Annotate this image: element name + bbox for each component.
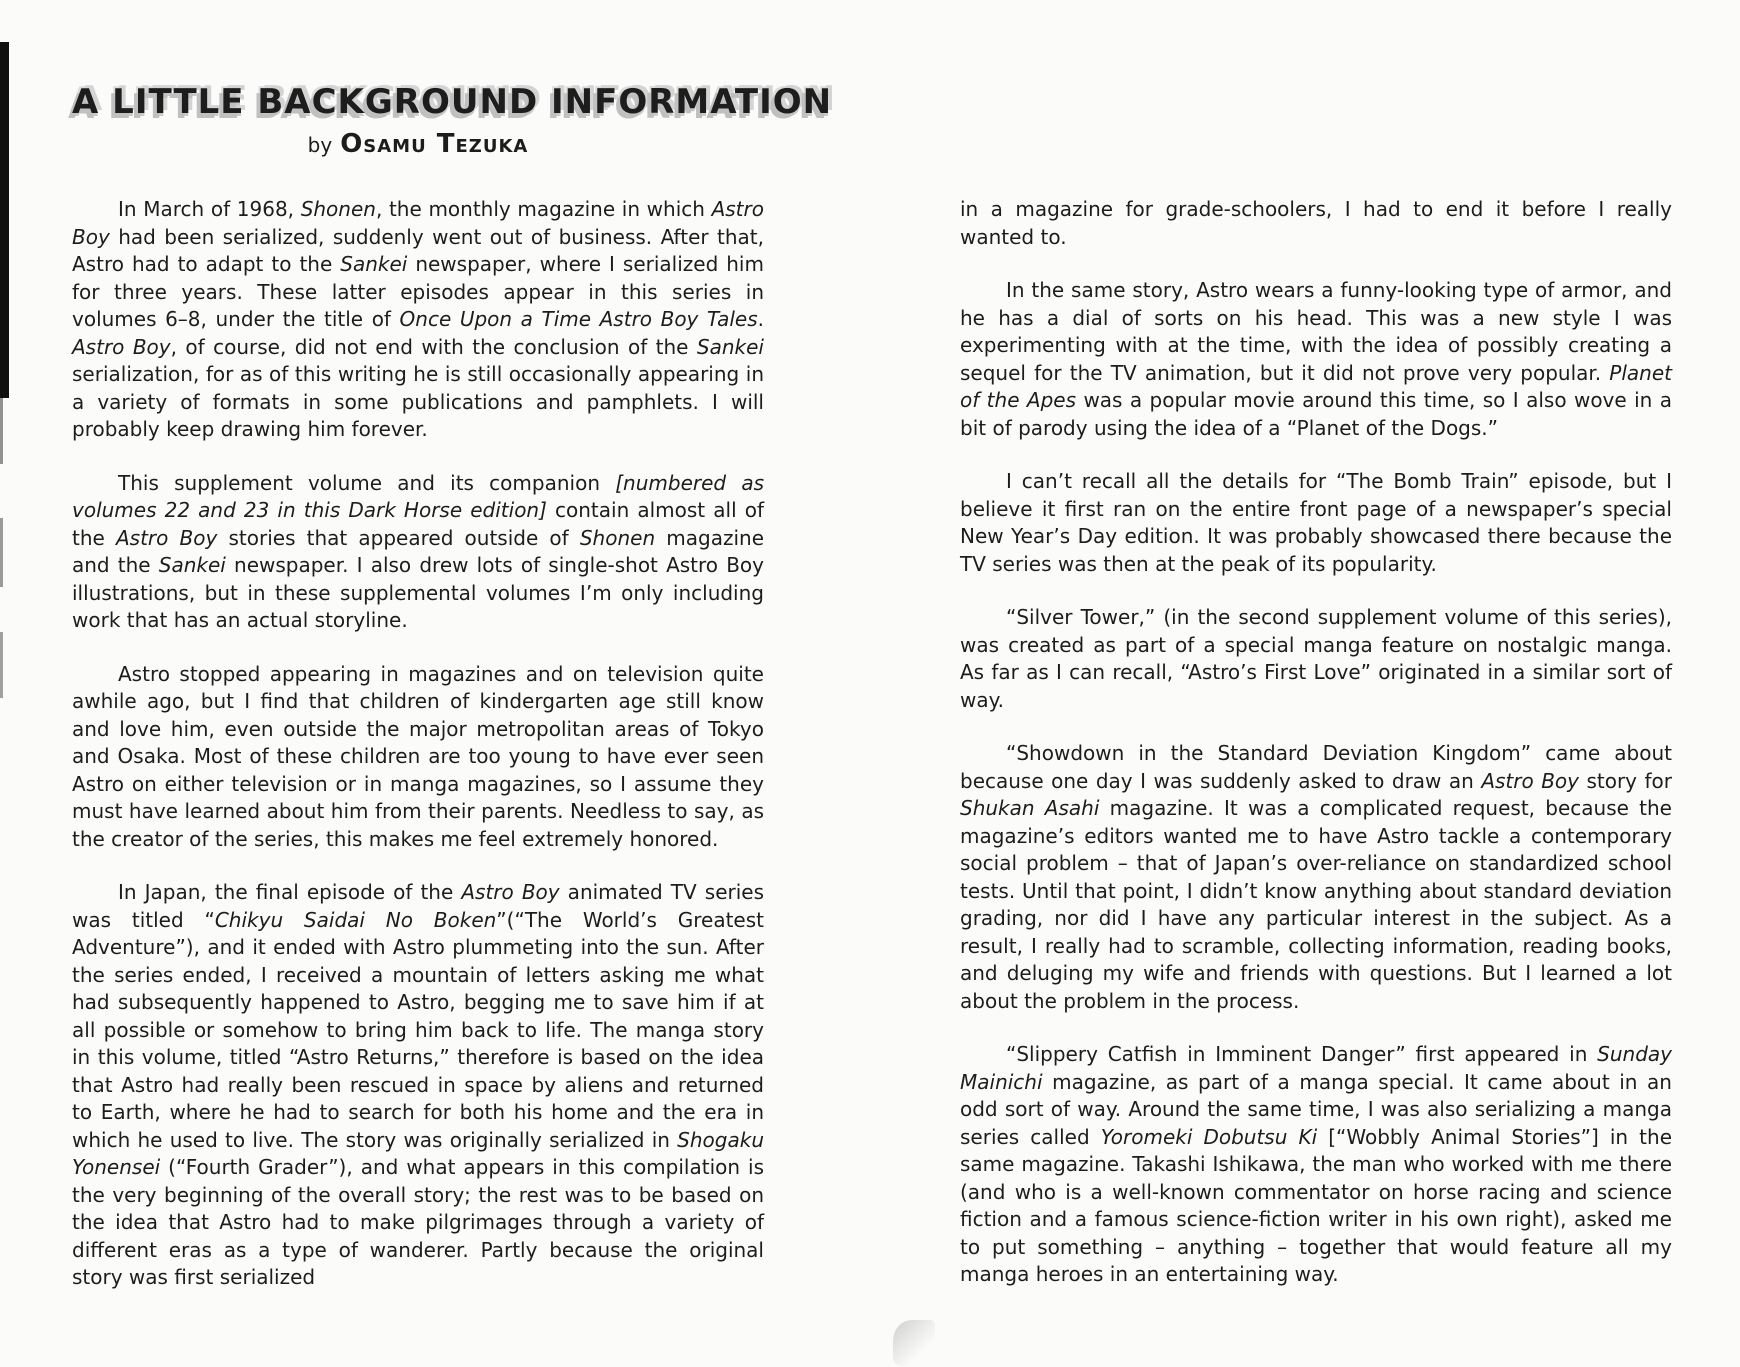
byline-prefix: by xyxy=(307,133,333,158)
paragraph xyxy=(72,879,764,1292)
italic-text-run: Astro Boy xyxy=(72,197,764,249)
italic-text-run: Sunday Mainichi xyxy=(960,1042,1672,1094)
text-run: had been serialized, suddenly went out of business. After that, Astro had to adapt to the xyxy=(72,224,764,276)
byline xyxy=(72,129,764,159)
scan-smudge xyxy=(893,1320,935,1366)
text-run: “Slippery Catfish in Imminent Danger” first appeared in xyxy=(1006,1042,1598,1066)
paragraph xyxy=(960,196,1672,251)
article-title: A LITTLE BACKGROUND INFORMATION xyxy=(72,82,833,122)
text-run: , of course, did not end with the conclusion of the xyxy=(170,334,697,359)
italic-text-run: Chikyu Saidai No Boken xyxy=(214,907,497,932)
scan-edge-artifact-tail xyxy=(0,398,3,698)
italic-text-run: Astro Boy xyxy=(1481,768,1579,793)
text-run: newspaper, where I serialized him for three years. These latter episodes appear in this series in volumes 6–8, under the title of xyxy=(72,252,764,331)
paragraph xyxy=(72,470,764,635)
text-run: was a popular movie around this time, so I also wove in a bit of parody using the idea of a “Planet of the Dogs.” xyxy=(960,388,1673,440)
italic-text-run: [numbered as volumes 22 and 23 in this Dark Horse edition] xyxy=(72,470,764,522)
text-run: in a magazine for grade-schoolers, I had to end it before I really wanted to. xyxy=(960,197,1672,249)
text-run: “Silver Tower,” (in the second supplement volume of this series), was created as part of a special manga feature on nostalgic manga. As far as I can recall, “Astro’s First Love” originated in a similar sort of way. xyxy=(960,605,1672,712)
right-column xyxy=(960,196,1672,1315)
text-run: , the monthly magazine in which xyxy=(375,197,712,221)
text-run: stories that appeared outside of xyxy=(217,525,580,550)
italic-text-run: Shonen xyxy=(300,197,376,221)
text-run: magazine and the xyxy=(72,525,764,577)
italic-text-run: Once Upon a Time Astro Boy Tales xyxy=(399,307,758,331)
text-run: serialization, for as of this writing he is still occasionally appearing in a variety of formats in some publications and pamphlets. I will probably keep drawing him forever. xyxy=(72,362,764,441)
article-header xyxy=(72,82,833,160)
italic-text-run: Sankei xyxy=(158,553,226,577)
text-run: contain almost all of the xyxy=(72,498,764,550)
italic-text-run: Astro Boy xyxy=(461,880,560,904)
text-run: story for xyxy=(1578,768,1672,793)
text-run: [“Wobbly Animal Stories”] in the same magazine. Takashi Ishikawa, the man who worked with me there (and who is a well-known commentator on horse racing and science fiction and a famous science-fiction writer in his own right), asked me to put something – anything – together that would feature all my manga heroes in an entertaining way. xyxy=(960,1124,1673,1286)
paragraph xyxy=(960,468,1672,578)
paragraph xyxy=(72,661,764,854)
italic-text-run: Shukan Asahi xyxy=(960,796,1100,820)
text-run: magazine, as part of a manga special. It came about in an odd sort of way. Around the same time, I was also serializing a manga series called xyxy=(960,1069,1672,1149)
italic-text-run: Sankei xyxy=(340,252,408,276)
text-run: In Japan, the final episode of the xyxy=(118,880,462,904)
italic-text-run: Sankei xyxy=(696,334,764,359)
paragraph xyxy=(960,1041,1672,1289)
italic-text-run: Shonen xyxy=(579,525,656,550)
italic-text-run: Planet of the Apes xyxy=(960,360,1672,412)
italic-text-run: Yoromeki Dobutsu Ki xyxy=(1100,1124,1318,1149)
paragraph xyxy=(960,277,1672,442)
paragraph xyxy=(960,740,1672,1015)
italic-text-run: Astro Boy xyxy=(72,334,171,359)
paragraph xyxy=(72,196,764,444)
text-run: I can’t recall all the details for “The Bomb Train” episode, but I believe it first ran on the entire front page of a newspaper’s special New Year’s Day edition. It was probably showcased there because the TV series was then at the peak of its popularity. xyxy=(960,469,1672,576)
text-run: (“Fourth Grader”), and what appears in this compilation is the very beginning of the overall story; the rest was to be based on the idea that Astro had to make pilgrimages through a variety of different eras as a type of wanderer. Partly because the original story was first serialized xyxy=(72,1155,764,1289)
italic-text-run: Astro Boy xyxy=(115,525,218,550)
text-run: newspaper. I also drew lots of single-shot Astro Boy illustrations, but in these supplemental volumes I’m only including work that has an actual storyline. xyxy=(72,553,764,632)
text-run: magazine. It was a complicated request, because the magazine’s editors wanted me to have Astro tackle a contemporary social problem – that of Japan’s over-reliance on standardized school tests. Until that point, I didn’t know anything about standard deviation grading, nor did I have any particular interest in the subject. As a result, I really had to scramble, collecting information, reading books, and deluging my wife and friends with questions. But I learned a lot about the problem in the process. xyxy=(960,796,1672,1013)
text-run: . xyxy=(757,307,764,331)
text-run: This supplement volume and its companion xyxy=(118,470,616,495)
italic-text-run: Shogaku Yonensei xyxy=(72,1127,764,1179)
text-run: In the same story, Astro wears a funny-looking type of armor, and he has a dial of sorts on his head. This was a new style I was experimenting with at the time, with the idea of possibly creating a sequel for the TV animation, but it did not prove very popular. xyxy=(960,278,1672,385)
text-run: In March of 1968, xyxy=(118,197,301,221)
text-run: Astro stopped appearing in magazines and on television quite awhile ago, but I find that children of kindergarten age still know and love him, even outside the major metropolitan areas of Tokyo and Osaka. Most of these children are too young to have ever seen Astro on either television or in manga magazines, so I assume they must have learned about him from their parents. Needless to say, as the creator of the series, this makes me feel extremely honored. xyxy=(72,661,764,851)
text-run: ”(“The World’s Greatest Adventure”), and it ended with Astro plummeting into the sun. After the series ended, I received a mountain of letters asking me what had subsequently happened to Astro, begging me to save him if at all possible or somehow to bring him back to life. The manga story in this volume, titled “Astro Returns,” therefore is based on the idea that Astro had really been rescued in space by aliens and returned to Earth, where he had to search for both his home and the era in which he used to live. The story was originally serialized in xyxy=(72,907,764,1152)
left-column xyxy=(72,196,764,1318)
paragraph xyxy=(960,604,1672,714)
scan-edge-artifact xyxy=(0,42,9,398)
text-run: “Showdown in the Standard Deviation Kingdom” came about because one day I was suddenly asked to draw an xyxy=(960,741,1672,793)
byline-author: Osamu Tezuka xyxy=(340,129,529,160)
text-run: animated TV series was titled “ xyxy=(72,880,764,932)
